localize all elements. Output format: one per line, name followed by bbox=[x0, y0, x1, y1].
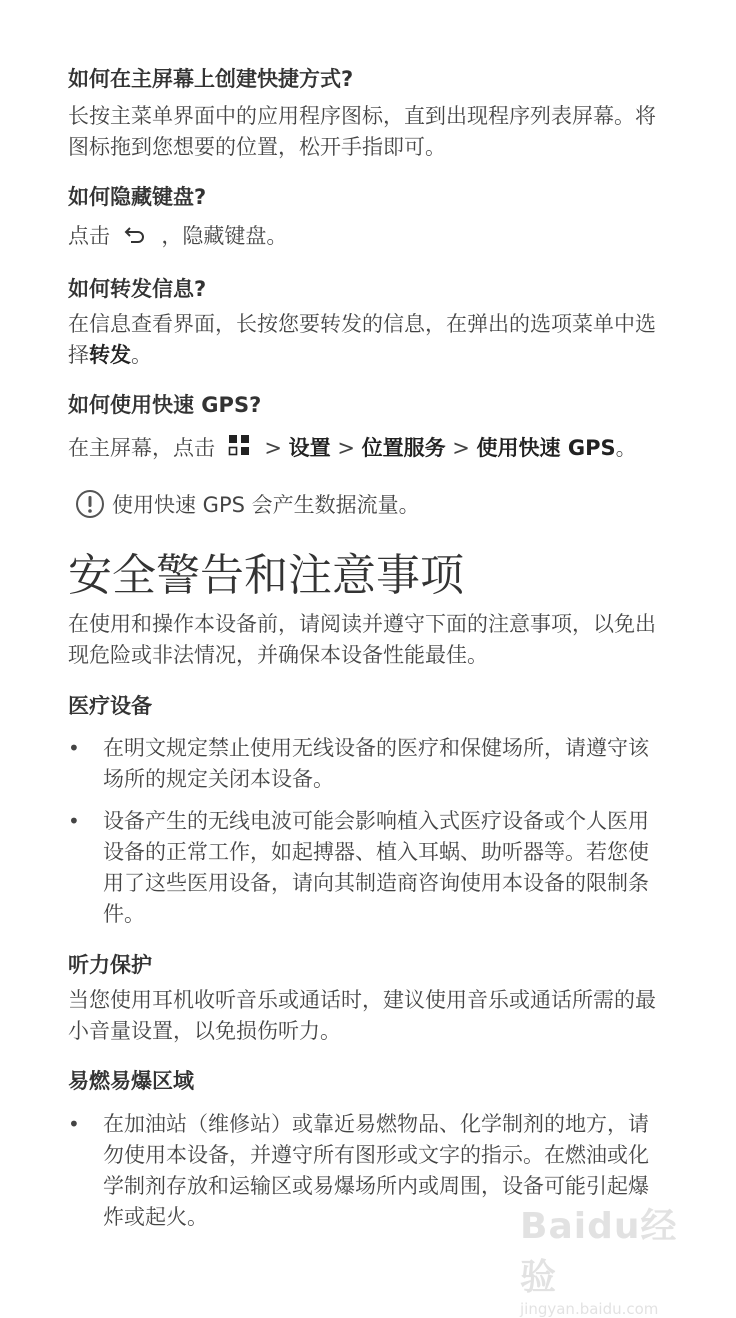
faq-question-fast-gps: 如何使用快速 GPS? bbox=[68, 393, 262, 417]
answer-post-text: 。 bbox=[131, 343, 152, 367]
answer-bold-forward: 转发 bbox=[89, 343, 131, 367]
back-arrow-icon bbox=[123, 222, 147, 253]
safety-intro: 在使用和操作本设备前，请阅读并遵守下面的注意事项，以免出现危险或非法情况，并确保本设备性能最佳。 bbox=[68, 612, 656, 667]
answer-pre-text: 在信息查看界面，长按您要转发的信息，在弹出的选项菜单中选择 bbox=[68, 312, 656, 367]
section-title-safety: 安全警告和注意事项 bbox=[68, 550, 464, 601]
note-text: 使用快速 GPS 会产生数据流量。 bbox=[112, 493, 420, 517]
answer-pre-text: 点击 bbox=[68, 224, 110, 248]
faq-answer-fast-gps bbox=[68, 433, 668, 465]
bullet-marker: • bbox=[68, 809, 80, 833]
app-grid-icon bbox=[228, 434, 252, 465]
subsection-heading-hearing: 听力保护 bbox=[68, 953, 152, 977]
subsection-heading-explosive: 易燃易爆区域 bbox=[68, 1069, 194, 1093]
exclamation-circle-icon bbox=[74, 488, 106, 524]
path-step-location: 位置服务 bbox=[361, 436, 446, 460]
faq-answer-hide-keyboard bbox=[68, 221, 668, 253]
path-separator: > bbox=[257, 436, 289, 460]
path-step-fast-gps: 使用快速 GPS bbox=[476, 436, 616, 460]
answer-post-text: 。 bbox=[615, 436, 637, 460]
bullet-item-medical-2: 设备产生的无线电波可能会影响植入式医疗设备或个人医用设备的正常工作，如起搏器、植入耳蜗、助听器等。若您使用了这些医用设备，请向其制造商咨询使用本设备的限制条件。 bbox=[103, 809, 649, 926]
watermark-logo-text: Baidu经验 bbox=[520, 1206, 678, 1298]
bullet-item-medical-1: 在明文规定禁止使用无线设备的医疗和保健场所，请遵守该场所的规定关闭本设备。 bbox=[103, 736, 649, 791]
baidu-watermark bbox=[520, 1198, 690, 1318]
faq-answer-forward-message bbox=[68, 309, 668, 371]
faq-question-hide-keyboard: 如何隐藏键盘? bbox=[68, 185, 207, 209]
hearing-text: 当您使用耳机收听音乐或通话时，建议使用音乐或通话所需的最小音量设置，以免损伤听力。 bbox=[68, 988, 656, 1043]
path-separator: > bbox=[330, 436, 362, 460]
answer-pre-text: 在主屏幕，点击 bbox=[68, 436, 215, 460]
bullet-marker: • bbox=[68, 1112, 80, 1136]
path-separator: > bbox=[445, 436, 477, 460]
watermark-url: jingyan.baidu.com bbox=[520, 1300, 659, 1318]
subsection-heading-medical: 医疗设备 bbox=[68, 694, 152, 718]
faq-answer-shortcut: 长按主菜单界面中的应用程序图标，直到出现程序列表屏幕。将图标拖到您想要的位置，松开手指即可。 bbox=[68, 104, 656, 159]
path-step-settings: 设置 bbox=[288, 436, 331, 460]
bullet-item-explosive-1: 在加油站（维修站）或靠近易燃物品、化学制剂的地方，请勿使用本设备，并遵守所有图形或文字的指示。在燃油或化学制剂存放和运输区或易爆场所内或周围，设备可能引起爆炸或起火。 bbox=[103, 1112, 649, 1229]
answer-post-text: ，隐藏键盘。 bbox=[161, 224, 288, 248]
faq-question-forward-message: 如何转发信息? bbox=[68, 277, 207, 301]
faq-question-shortcut: 如何在主屏幕上创建快捷方式? bbox=[68, 67, 354, 91]
bullet-marker: • bbox=[68, 736, 80, 760]
